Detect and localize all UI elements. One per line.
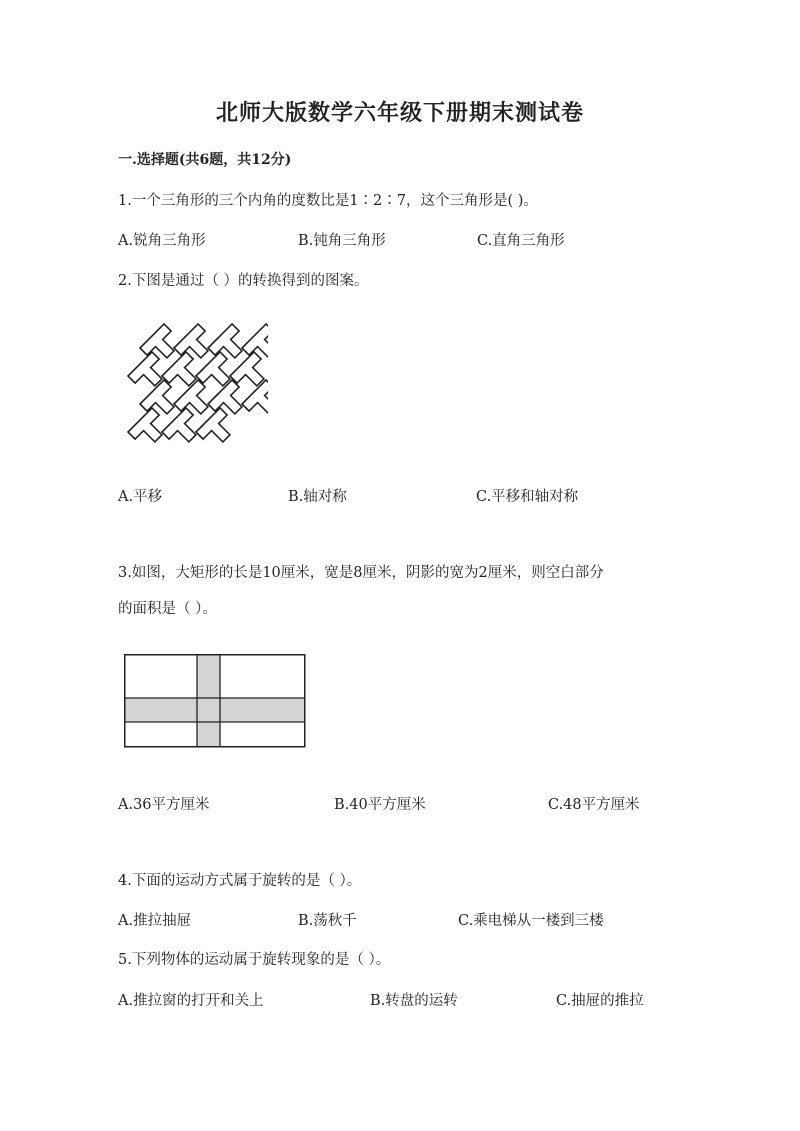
question-2-option-c[interactable]: C.平移和轴对称: [476, 489, 579, 505]
question-5-option-c[interactable]: C.抽屉的推拉: [556, 993, 644, 1009]
pattern-figure: [118, 318, 268, 443]
page-title: 北师大版数学六年级下册期末测试卷: [215, 100, 584, 126]
vertical-shaded-strip: [197, 654, 220, 747]
question-5-option-a[interactable]: A.推拉窗的打开和关上: [118, 993, 264, 1009]
question-2-option-b[interactable]: B.轴对称: [288, 489, 347, 505]
question-4-option-b[interactable]: B.荡秋千: [298, 913, 357, 929]
question-1-option-b[interactable]: B.钝角三角形: [298, 233, 386, 249]
question-4-stem: 4.下面的运动方式属于旋转的是（ ）。: [118, 873, 362, 889]
question-3-stem-line-1: 3.如图，大矩形的长是10厘米，宽是8厘米，阴影的宽为2厘米，则空白部分: [118, 565, 604, 581]
question-2-option-a[interactable]: A.平移: [118, 489, 163, 505]
question-5-option-b[interactable]: B.转盘的运转: [370, 993, 458, 1009]
question-3-option-a[interactable]: A.36平方厘米: [118, 797, 210, 813]
section-heading: 一.选择题(共6题，共12分): [118, 152, 292, 168]
question-4-option-c[interactable]: C.乘电梯从一楼到三楼: [458, 913, 604, 929]
question-1-stem: 1.一个三角形的三个内角的度数比是1∶2∶7，这个三角形是( )。: [118, 193, 538, 209]
question-1-option-a[interactable]: A.锐角三角形: [118, 233, 206, 249]
question-3-option-b[interactable]: B.40平方厘米: [334, 797, 426, 813]
question-2-stem: 2.下图是通过（ ）的转换得到的图案。: [118, 273, 369, 289]
tile-row-4: [128, 408, 238, 443]
question-1-option-c[interactable]: C.直角三角形: [477, 233, 565, 249]
question-5-stem: 5.下列物体的运动属于旋转现象的是（ ）。: [118, 952, 391, 968]
question-3-option-c[interactable]: C.48平方厘米: [548, 797, 640, 813]
rectangle-figure: [124, 654, 306, 748]
question-4-option-a[interactable]: A.推拉抽屉: [118, 913, 192, 929]
question-3-stem-line-2: 的面积是（ ）。: [118, 601, 217, 617]
